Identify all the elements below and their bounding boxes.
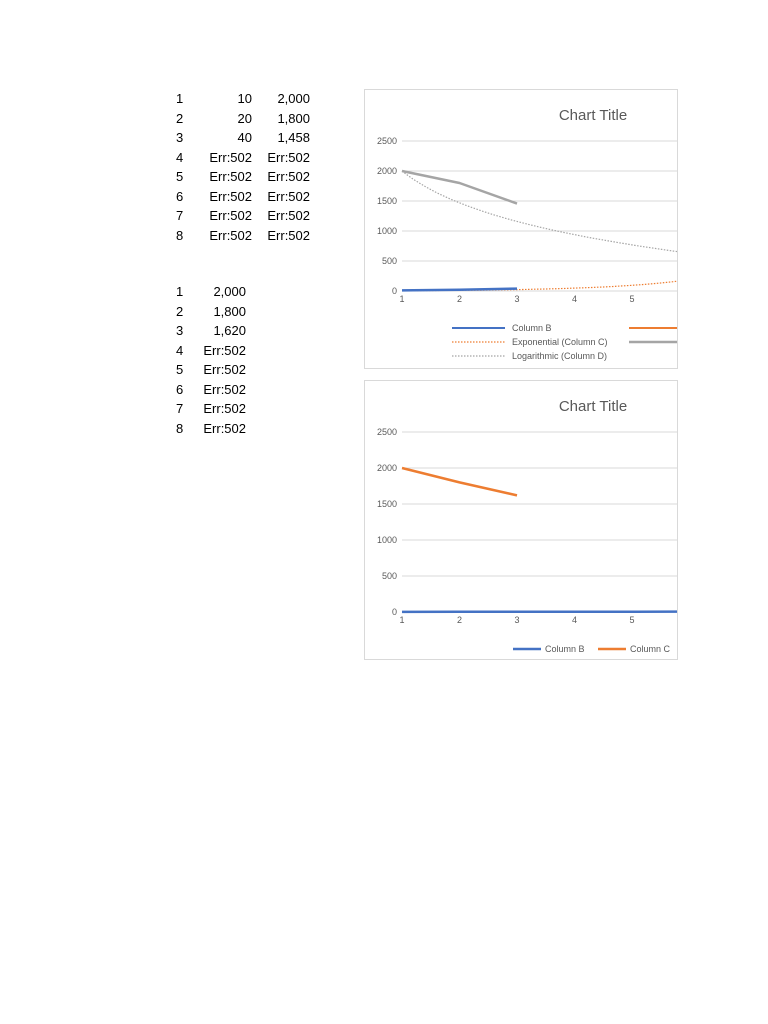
table-cell: 6	[176, 188, 184, 204]
table-cell: 7	[176, 401, 184, 416]
x-tick-label: 4	[571, 615, 578, 625]
series-line	[402, 468, 517, 495]
table-row	[176, 226, 326, 246]
legend-label: Column B	[512, 323, 552, 333]
table-cell: 1,620	[213, 323, 246, 338]
table-cell: Err:502	[209, 208, 252, 223]
chart-title: Chart Title	[558, 107, 628, 124]
table-cell: Err:502	[267, 169, 310, 184]
table-cell: 2,000	[277, 91, 310, 106]
y-tick-label: 2000	[376, 166, 397, 176]
table-cell: 4	[176, 149, 184, 165]
series-line	[402, 289, 517, 291]
chart-1-svg	[365, 90, 677, 368]
table-cell: 7	[176, 208, 184, 223]
table-row	[176, 206, 326, 226]
table-row	[176, 321, 266, 341]
table-cell: 2	[176, 110, 184, 126]
table-cell: Err:502	[267, 208, 310, 223]
table-cell: Err:502	[203, 420, 246, 436]
y-tick-label: 0	[391, 607, 397, 617]
table-cell: Err:502	[203, 362, 246, 377]
table-row	[176, 148, 326, 168]
table-cell: 40	[237, 130, 252, 145]
y-tick-label: 1500	[376, 499, 397, 509]
table-cell: 5	[176, 169, 184, 184]
x-tick-label: 2	[456, 294, 463, 304]
x-tick-label: 5	[629, 615, 635, 625]
table-cell: Err:502	[203, 401, 246, 416]
table-cell: Err:502	[203, 342, 246, 358]
series-line	[402, 171, 517, 204]
y-tick-label: 1500	[376, 196, 397, 206]
table-row	[176, 380, 266, 400]
x-tick-label: 4	[571, 294, 578, 304]
y-tick-label: 2500	[376, 136, 397, 146]
x-tick-label: 3	[514, 615, 520, 625]
table-cell: Err:502	[267, 149, 310, 165]
chart-2-svg	[365, 381, 677, 659]
table-cell: Err:502	[209, 169, 252, 184]
table-row	[176, 167, 326, 187]
table-cell: 2,000	[213, 284, 246, 299]
table-cell: 8	[176, 227, 184, 243]
table-cell: Err:502	[209, 188, 252, 204]
table-cell: 1	[176, 91, 184, 106]
table-cell: 10	[237, 91, 252, 106]
table-row	[176, 341, 266, 361]
table-cell: 1	[176, 284, 184, 299]
table-cell: 4	[176, 342, 184, 358]
chart-2[interactable]	[364, 380, 678, 660]
table-cell: 3	[176, 323, 184, 338]
table-row	[176, 399, 266, 419]
table-row	[176, 89, 326, 109]
chart-1[interactable]	[364, 89, 678, 369]
table-row	[176, 109, 326, 129]
x-tick-label: 3	[514, 294, 520, 304]
table-cell: 1,458	[277, 130, 310, 145]
x-tick-label: 1	[399, 615, 405, 625]
table-cell: 20	[237, 110, 252, 126]
y-tick-label: 2000	[376, 463, 397, 473]
table-cell: Err:502	[203, 381, 246, 397]
y-tick-label: 2500	[376, 427, 397, 437]
y-tick-label: 500	[381, 256, 397, 266]
table-cell: 2	[176, 303, 184, 319]
chart-title: Chart Title	[558, 398, 628, 415]
x-tick-label: 5	[629, 294, 635, 304]
legend-label: Exponential (Column C)	[512, 337, 608, 347]
table-cell: 3	[176, 130, 184, 145]
y-tick-label: 0	[391, 286, 397, 296]
y-tick-label: 1000	[376, 535, 397, 545]
legend-label: Column C	[630, 644, 671, 654]
table-cell: 6	[176, 381, 184, 397]
table-row	[176, 187, 326, 207]
table-cell: Err:502	[209, 149, 252, 165]
table-row	[176, 360, 266, 380]
table-cell: 5	[176, 362, 184, 377]
table-cell: Err:502	[267, 188, 310, 204]
x-tick-label: 1	[399, 294, 405, 304]
table-cell: 1,800	[213, 303, 246, 319]
legend-label: Column B	[545, 644, 585, 654]
y-tick-label: 1000	[376, 226, 397, 236]
table-cell: 1,800	[277, 110, 310, 126]
y-tick-label: 500	[381, 571, 397, 581]
legend-label: Logarithmic (Column D)	[512, 351, 608, 361]
table-cell: Err:502	[209, 227, 252, 243]
x-tick-label: 2	[456, 615, 463, 625]
table-row	[176, 282, 266, 302]
data-table-1	[176, 89, 326, 249]
table-cell: Err:502	[267, 227, 310, 243]
trendline	[402, 171, 677, 253]
table-row	[176, 419, 266, 439]
data-table-2	[176, 282, 266, 442]
table-row	[176, 128, 326, 148]
table-row	[176, 302, 266, 322]
table-cell: 8	[176, 420, 184, 436]
